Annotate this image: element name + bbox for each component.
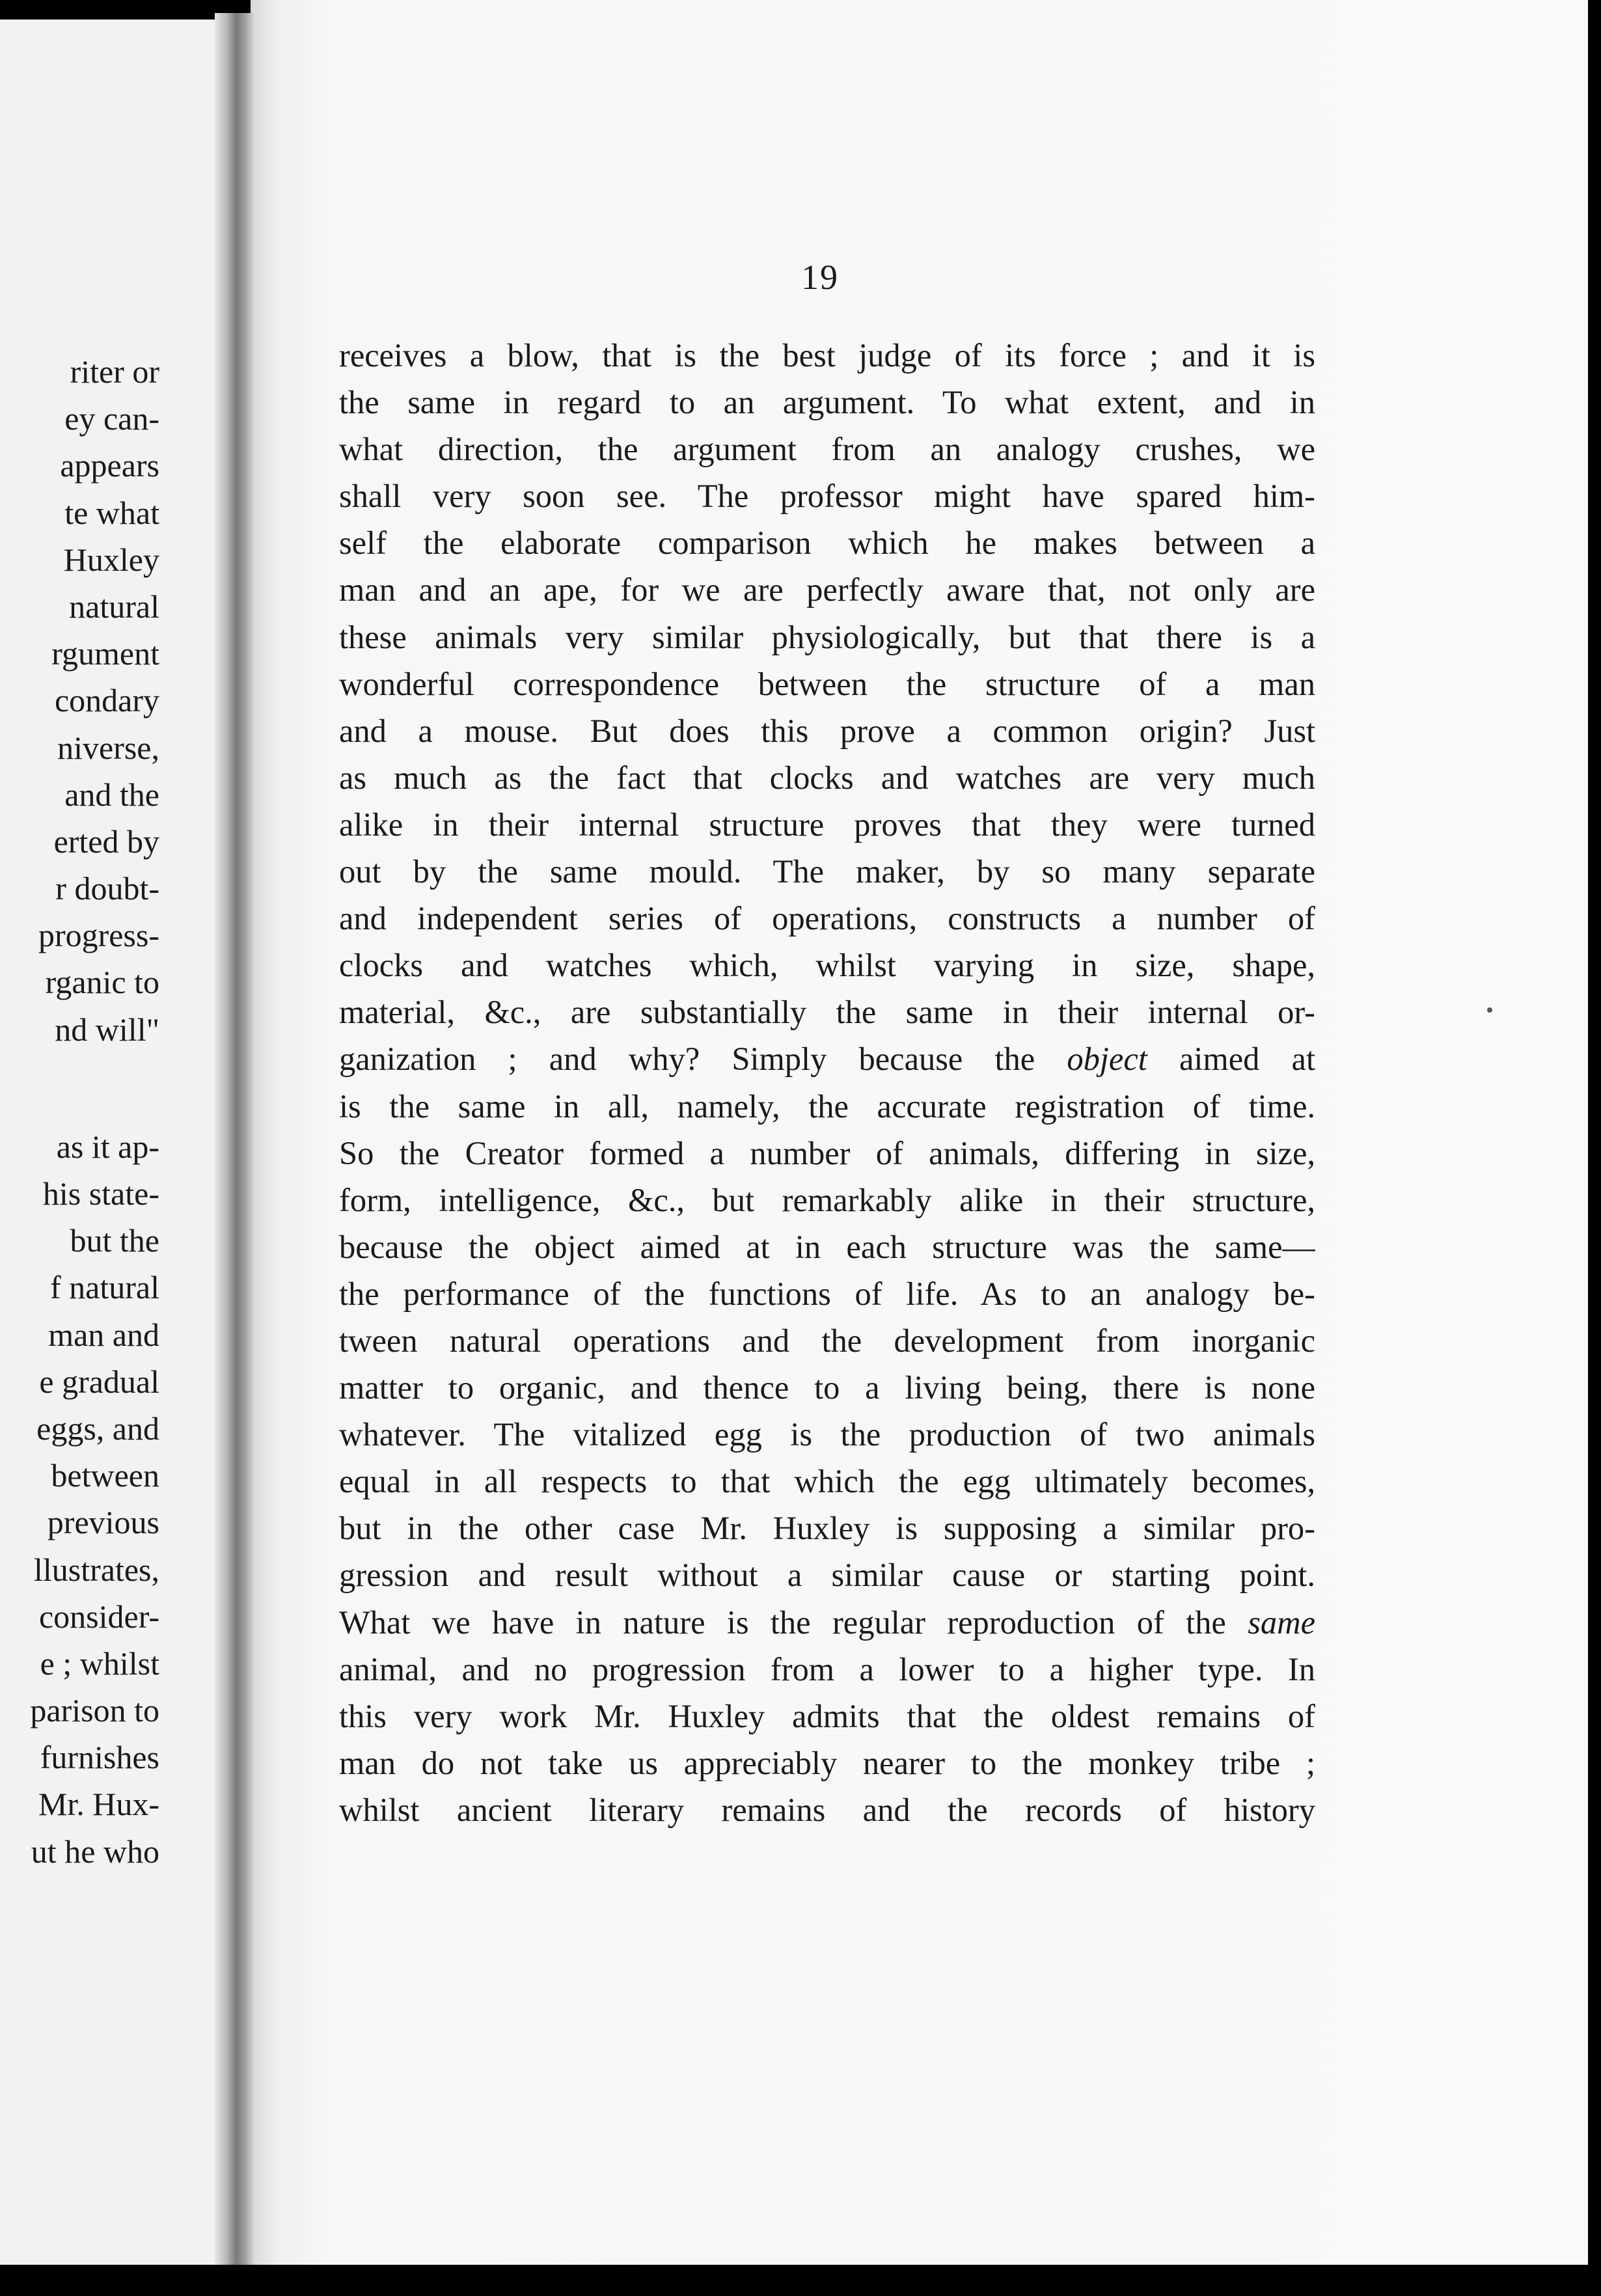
body-line: shall very soon see. The professor might have spared him-: [339, 478, 1315, 515]
facing-page-line: as it ap-: [56, 1128, 159, 1165]
scan-border-top: [0, 0, 251, 20]
italic-word: object: [1067, 1041, 1147, 1078]
facing-page-line: parison to: [30, 1692, 159, 1729]
body-line: ganization ; and why? Simply because the object aimed at: [339, 1041, 1315, 1078]
facing-page-line: progress-: [38, 917, 159, 954]
facing-page-line: te what: [64, 494, 159, 531]
body-line: man do not take us appreciably nearer to the monkey tribe ;: [339, 1744, 1315, 1781]
facing-page-line: his state-: [42, 1175, 159, 1212]
body-text: [339, 332, 1315, 1833]
body-line: and independent series of operations, constructs a number of: [339, 900, 1315, 937]
facing-page-line: e ; whilst: [40, 1645, 159, 1682]
body-line: animal, and no progression from a lower to a higher type. In: [339, 1650, 1315, 1688]
body-line: material, &c., are substantially the same in their internal or-: [339, 994, 1315, 1031]
body-line: form, intelligence, &c., but remarkably alike in their structure,: [339, 1181, 1315, 1218]
body-line: as much as the fact that clocks and watches are very much: [339, 759, 1315, 796]
body-line: whatever. The vitalized egg is the production of two animals: [339, 1416, 1315, 1453]
body-line: self the elaborate comparison which he makes between a: [339, 525, 1315, 562]
facing-page-line: but the: [70, 1222, 159, 1259]
facing-page-line: eggs, and: [36, 1410, 159, 1447]
facing-page-line: man and: [48, 1316, 159, 1353]
body-line: this very work Mr. Huxley admits that the oldest remains of: [339, 1697, 1315, 1734]
body-line: out by the same mould. The maker, by so many separate: [339, 853, 1315, 890]
body-line: gression and result without a similar cause or starting point.: [339, 1557, 1315, 1594]
facing-page-line: rgument: [51, 635, 159, 672]
facing-page-line: llustrates,: [33, 1551, 159, 1588]
body-line: the same in regard to an argument. To what extent, and in: [339, 384, 1315, 421]
page-number: 19: [801, 258, 839, 297]
facing-page-line: rganic to: [45, 964, 159, 1001]
facing-page-line: riter or: [70, 353, 159, 390]
facing-page-line: erted by: [53, 823, 159, 860]
body-line: equal in all respects to that which the egg ultimately becomes,: [339, 1463, 1315, 1500]
italic-word: same: [1248, 1604, 1315, 1641]
body-line: wonderful correspondence between the structure of a man: [339, 665, 1315, 702]
facing-page-line: r doubt-: [55, 870, 159, 907]
body-line: these animals very similar physiologically, but that there is a: [339, 618, 1315, 655]
facing-page-line: appears: [60, 447, 159, 484]
scan-border-right: [1588, 0, 1601, 2296]
body-line: alike in their internal structure proves that they were turned: [339, 806, 1315, 843]
body-line: whilst ancient literary remains and the records of history: [339, 1791, 1315, 1828]
facing-page-line: f natural: [50, 1269, 159, 1306]
scan-speck: [1487, 1007, 1492, 1013]
facing-page-line: [0, 1053, 159, 1123]
body-line: because the object aimed at in each structure was the same—: [339, 1228, 1315, 1265]
body-line: what direction, the argument from an analogy crushes, we: [339, 431, 1315, 468]
facing-page-line: nd will": [55, 1011, 159, 1048]
facing-page-line: ey can-: [64, 400, 159, 437]
facing-page-line: e gradual: [39, 1363, 159, 1400]
book-gutter: [215, 13, 254, 2271]
facing-page-line: and the: [64, 776, 159, 813]
body-line: clocks and watches which, whilst varying in size, shape,: [339, 947, 1315, 984]
body-line: and a mouse. But does this prove a common origin? Just: [339, 712, 1315, 749]
body-line: man and an ape, for we are perfectly aware that, not only are: [339, 571, 1315, 608]
body-line: What we have in nature is the regular reproduction of the same: [339, 1604, 1315, 1641]
body-line: the performance of the functions of life. As to an analogy be-: [339, 1275, 1315, 1312]
facing-page-line: niverse,: [57, 729, 159, 766]
facing-page-line: consider-: [38, 1598, 159, 1635]
facing-page-line: Mr. Hux-: [38, 1786, 159, 1823]
body-line: but in the other case Mr. Huxley is supposing a similar pro-: [339, 1510, 1315, 1547]
facing-page: [0, 20, 231, 2265]
body-line: matter to organic, and thence to a living being, there is none: [339, 1369, 1315, 1406]
facing-page-text: [0, 348, 159, 1875]
facing-page-line: Huxley: [63, 541, 159, 578]
facing-page-line: previous: [47, 1504, 159, 1541]
facing-page-line: between: [51, 1457, 159, 1494]
body-line: So the Creator formed a number of animals, differing in size,: [339, 1134, 1315, 1171]
facing-page-line: furnishes: [40, 1739, 159, 1776]
body-line: receives a blow, that is the best judge of its force ; and it is: [339, 337, 1315, 374]
facing-page-line: natural: [69, 588, 159, 625]
body-line: tween natural operations and the development from inorganic: [339, 1322, 1315, 1359]
body-line: is the same in all, namely, the accurate registration of time.: [339, 1087, 1315, 1125]
facing-page-line: condary: [54, 682, 159, 719]
scan-border-bottom: [0, 2265, 1601, 2296]
facing-page-line: ut he who: [31, 1833, 159, 1870]
